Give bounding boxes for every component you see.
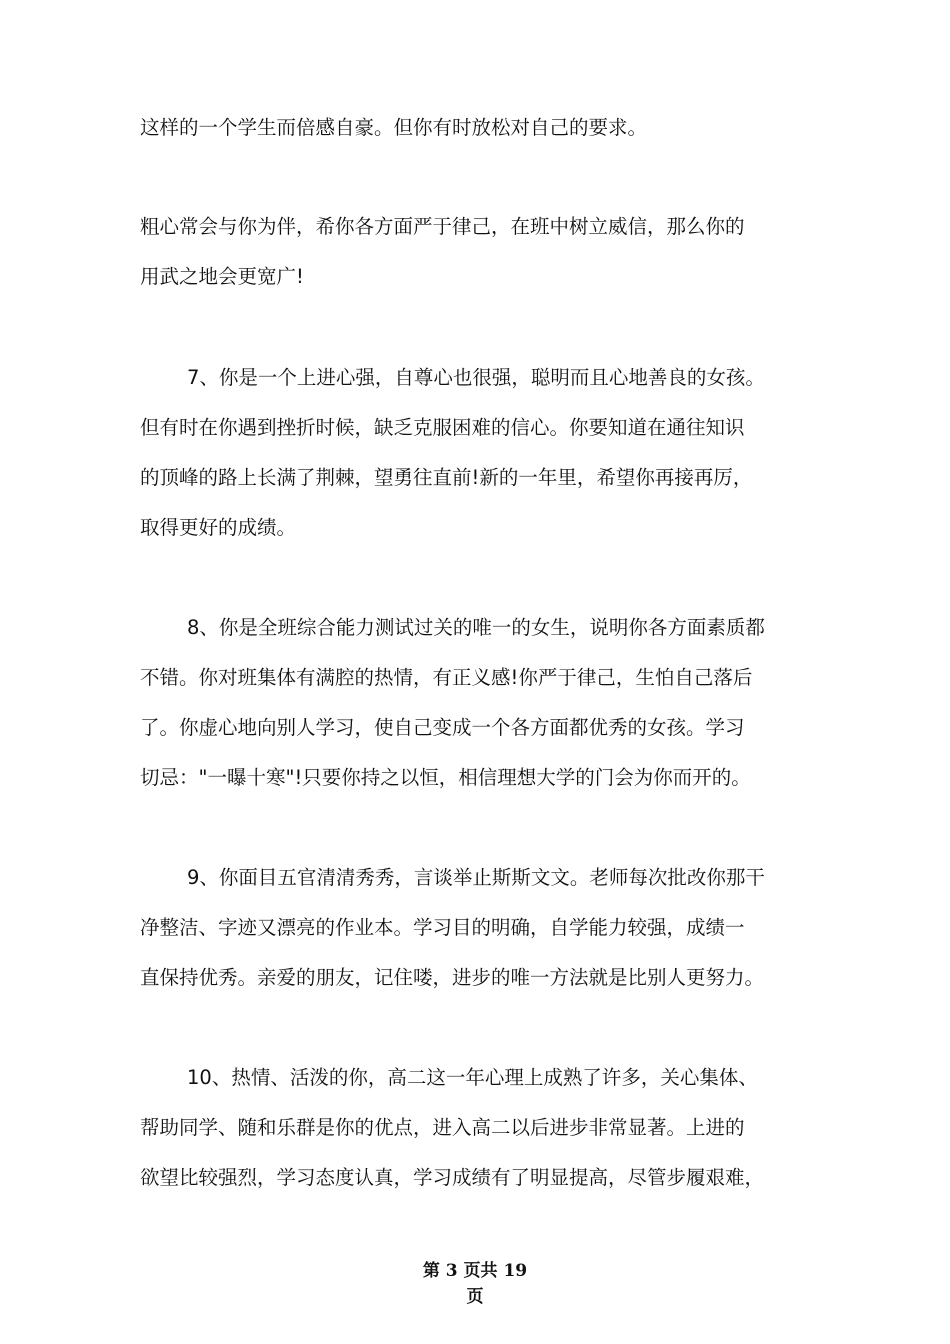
text-line: 用武之地会更宽广! — [140, 265, 304, 288]
page-number-line: 页 — [466, 1287, 484, 1307]
page-number-line: 第 3 页共 19 — [422, 1261, 528, 1281]
text-line: 了。你虚心地向别人学习，使自己变成一个各方面都优秀的女孩。学习 — [140, 716, 745, 739]
page-number-footer — [0, 1258, 950, 1310]
text-line: 9、你面目五官清清秀秀，言谈举止斯斯文文。老师每次批改你那干 — [187, 866, 765, 889]
text-line: 但有时在你遇到挫折时候，缺乏克服困难的信心。你要知道在通往知识 — [140, 416, 745, 439]
text-line: 的顶峰的路上长满了荆棘，望勇往直前!新的一年里，希望你再接再厉， — [140, 466, 753, 489]
paragraph-comment-10 — [140, 1053, 820, 1203]
text-line: 8、你是全班综合能力测试过关的唯一的女生，说明你各方面素质都 — [187, 616, 765, 639]
text-line: 欲望比较强烈，学习态度认真，学习成绩有了明显提高，尽管步履艰难， — [140, 1166, 765, 1189]
text-line: 取得更好的成绩。 — [140, 516, 297, 539]
text-line: 帮助同学、随和乐群是你的优点，进入高二以后进步非常显著。上进的 — [140, 1116, 745, 1139]
text-line: 直保持优秀。亲爱的朋友，记住喽，进步的唯一方法就是比别人更努力。 — [140, 966, 765, 989]
text-line: 10、热情、活泼的你，高二这一年心理上成熟了许多，关心集体、 — [187, 1066, 758, 1089]
paragraph-advice — [140, 202, 820, 302]
paragraph-comment-7 — [140, 353, 820, 553]
text-line: 7、你是一个上进心强，自尊心也很强，聪明而且心地善良的女孩。 — [187, 366, 765, 389]
paragraph-comment-8 — [140, 603, 820, 803]
text-line: 净整洁、字迹又漂亮的作业本。学习目的明确，自学能力较强，成绩一 — [140, 916, 745, 939]
paragraph-comment-9 — [140, 853, 820, 1003]
text-line: 这样的一个学生而倍感自豪。但你有时放松对自己的要求。 — [140, 116, 648, 139]
text-line: 不错。你对班集体有满腔的热情，有正义感!你严于律己，生怕自己落后 — [140, 666, 753, 689]
text-line: 切忌："一曝十寒"!只要你持之以恒，相信理想大学的门会为你而开的。 — [140, 766, 751, 789]
paragraph-continuation — [140, 103, 820, 153]
text-line: 粗心常会与你为伴，希你各方面严于律己，在班中树立威信，那么你的 — [140, 215, 745, 238]
